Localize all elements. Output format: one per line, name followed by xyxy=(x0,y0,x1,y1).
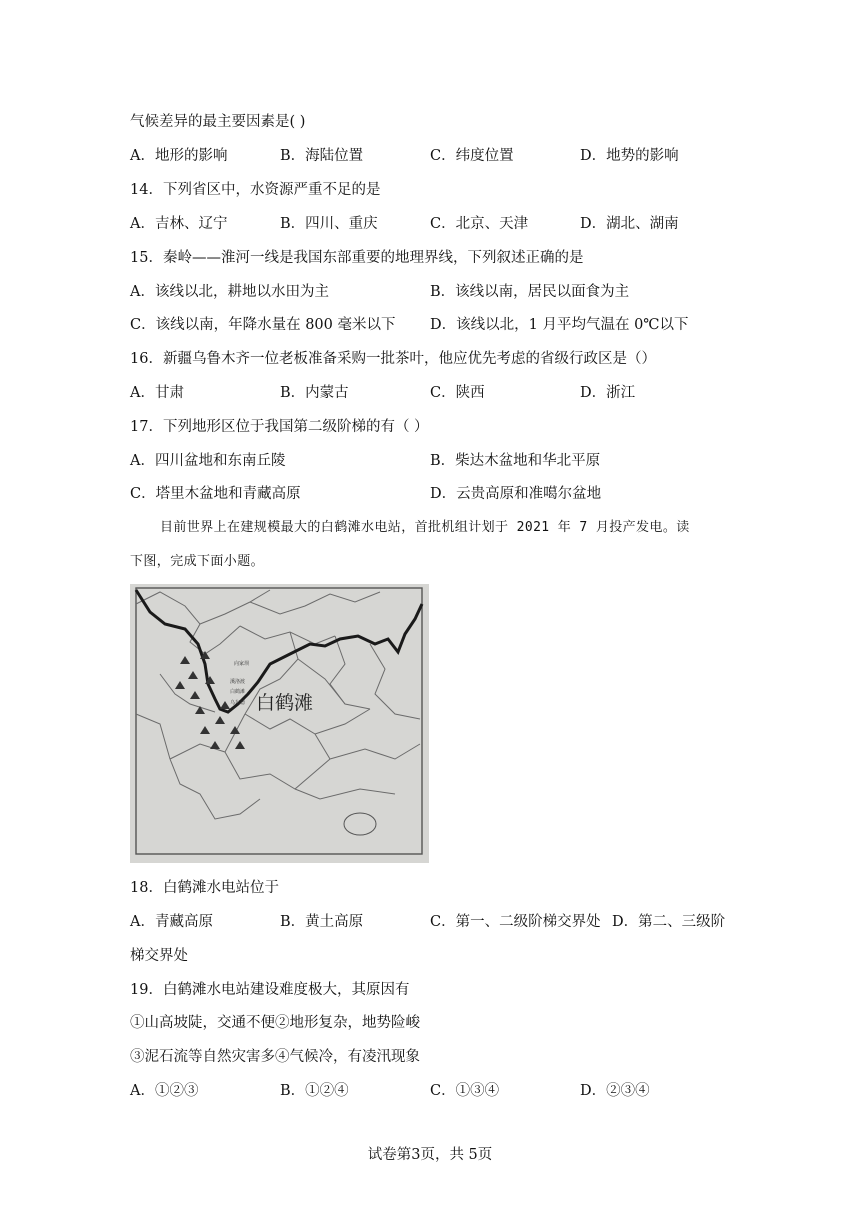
q17-stem: 17．下列地形区位于我国第二级阶梯的有（ ） xyxy=(130,419,429,435)
q14-option-d: D．湖北、湖南 xyxy=(580,216,679,232)
q14-option-a: A．吉林、辽宁 xyxy=(130,216,228,232)
q18-option-a: A．青藏高原 xyxy=(130,914,213,930)
q15-option-a: A．该线以北，耕地以水田为主 xyxy=(130,284,329,300)
baihetan-map xyxy=(130,584,429,863)
q13-option-c: C．纬度位置 xyxy=(430,148,514,164)
q18-option-d: D．第二、三级阶 xyxy=(612,914,726,930)
q15-option-c: C．该线以南，年降水量在 800 毫米以下 xyxy=(130,317,396,333)
q19-option-d: D．②③④ xyxy=(580,1083,650,1099)
q14-option-b: B．四川、重庆 xyxy=(280,216,378,232)
passage-line-1: 目前世界上在建规模最大的白鹤滩水电站，首批机组计划于 2021 年 7 月投产发电。读 xyxy=(160,520,690,535)
q18-option-d-wrap: 梯交界处 xyxy=(130,948,188,964)
q19-option-b: B．①②④ xyxy=(280,1083,349,1099)
q17-option-a: A．四川盆地和东南丘陵 xyxy=(130,453,286,469)
q19-option-c: C．①③④ xyxy=(430,1083,500,1099)
q15-stem: 15．秦岭——淮河一线是我国东部重要的地理界线，下列叙述正确的是 xyxy=(130,250,584,266)
page-footer: 试卷第3页，共 5页 xyxy=(367,1147,493,1163)
map-small-label: 向家坝 xyxy=(234,661,250,667)
q18-option-b: B．黄土高原 xyxy=(280,914,364,930)
q13-option-b: B．海陆位置 xyxy=(280,148,364,164)
map-label-baihetan: 白鹤滩 xyxy=(256,692,314,714)
q13-option-d: D．地势的影响 xyxy=(580,148,679,164)
q16-stem: 16．新疆乌鲁木齐一位老板准备采购一批茶叶，他应优先考虑的省级行政区是（） xyxy=(130,351,656,367)
q19-items-2: ③泥石流等自然灾害多④气候冷，有凌汛现象 xyxy=(130,1049,420,1065)
q19-option-a: A．①②③ xyxy=(130,1083,199,1099)
map-small-label: 溪洛渡 xyxy=(230,679,246,685)
q19-stem: 19．白鹤滩水电站建设难度极大，其原因有 xyxy=(130,982,410,998)
q14-stem: 14．下列省区中，水资源严重不足的是 xyxy=(130,182,381,198)
q14-option-c: C．北京、天津 xyxy=(430,216,529,232)
q18-stem: 18．白鹤滩水电站位于 xyxy=(130,880,279,896)
passage-line-2: 下图，完成下面小题。 xyxy=(130,554,265,569)
q16-option-d: D．浙江 xyxy=(580,385,636,401)
map-small-label: 乌东德 xyxy=(230,700,246,706)
q16-option-b: B．内蒙古 xyxy=(280,385,349,401)
q17-option-c: C．塔里木盆地和青藏高原 xyxy=(130,486,301,502)
q19-items-1: ①山高坡陡，交通不便②地形复杂，地势险峻 xyxy=(130,1015,420,1031)
q13-stem: 气候差异的最主要因素是( ) xyxy=(130,114,306,130)
q13-option-a: A．地形的影响 xyxy=(130,148,228,164)
q16-option-c: C．陕西 xyxy=(430,385,485,401)
q15-option-b: B．该线以南，居民以面食为主 xyxy=(430,284,630,300)
q15-option-d: D．该线以北，1 月平均气温在 0℃以下 xyxy=(430,317,689,333)
map-small-label: 白鹤滩 xyxy=(230,689,246,695)
q18-option-c: C．第一、二级阶梯交界处 xyxy=(430,914,601,930)
map-graphic xyxy=(130,584,429,863)
q17-option-d: D．云贵高原和准噶尔盆地 xyxy=(430,486,602,502)
q16-option-a: A．甘肃 xyxy=(130,385,184,401)
q17-option-b: B．柴达木盆地和华北平原 xyxy=(430,453,601,469)
